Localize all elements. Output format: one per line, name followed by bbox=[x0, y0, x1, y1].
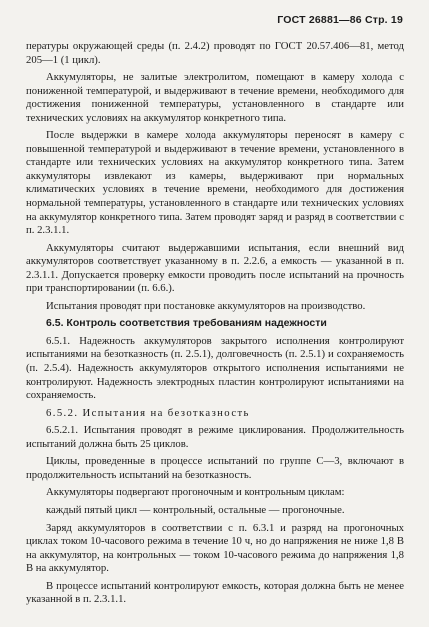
paragraph: каждый пятый цикл — контрольный, остальные — прогоночные. bbox=[46, 503, 345, 516]
paragraph: Циклы, проведенные в процессе испытаний по группе С—3, включают в продолжительность испытаний на безотказность. bbox=[26, 455, 404, 481]
paragraph: пературы окружающей среды (п. 2.4.2) проводят по ГОСТ 20.57.406—81, метод 205—1 (1 цикл). bbox=[26, 40, 404, 66]
page-header: ГОСТ 26881—86 Стр. 19 bbox=[277, 14, 403, 26]
page-body bbox=[26, 40, 404, 611]
paragraph: В процессе испытаний контролируют емкость, которая должна быть не менее указанной в п. 2.3.1.1. bbox=[26, 579, 404, 606]
paragraph: 6.5.2.1. Испытания проводят в режиме циклирования. Продолжительность испытаний должна быть 25 циклов. bbox=[26, 424, 404, 450]
paragraph: Испытания проводят при постановке аккумуляторов на производство. bbox=[46, 299, 366, 312]
section-heading: 6.5. Контроль соответствия требованиям надежности bbox=[46, 317, 327, 330]
paragraph: Заряд аккумуляторов в соответствии с п. 6.3.1 и разряд на прогоночных циклах током 10-часового режима в течение 10 ч, но до напряжения не ниже 1,8 В на аккумулятор, на контрольных — током 10-часового режима до напряжения 1,8 В на аккумулятор. bbox=[26, 521, 404, 575]
paragraph: Аккумуляторы подвергают прогоночным и контрольным циклам: bbox=[46, 486, 345, 499]
paragraph: Аккумуляторы считают выдержавшими испытания, если внешний вид аккумуляторов соответствует указанному в п. 2.2.6, а емкость — указанной в п. 2.3.1.1. Допускается проверку емкости проводить после испытаний на прочность при транспортировании (п. 6.6.). bbox=[26, 241, 404, 295]
paragraph: 6.5.1. Надежность аккумуляторов закрытого исполнения контролируют испытаниями на безотказность (п. 2.5.1), долговечность (п. 2.5.1) и сохраняемость (п. 2.5.4). Надежность аккумуляторов открытого исполнения испытаниями не контролируют. Надежность электродных пластин контролируют испытаниями на сохраняемость. bbox=[26, 334, 404, 402]
paragraph: Аккумуляторы, не залитые электролитом, помещают в камеру холода с пониженной температурой, и выдерживают в течение времени, необходимого для достижения пониженной температуры, установленного в стандарте или технических условиях на аккумулятор конкретного типа. bbox=[26, 71, 404, 124]
subsection-heading: 6.5.2. Испытания на безотказность bbox=[46, 406, 250, 419]
paragraph: После выдержки в камере холода аккумуляторы переносят в камеру с повышенной температурой и выдерживают в течение времени, установленного в стандарте или технических условиях на аккумулятор конкретного типа. Затем аккумуляторы извлекают из камеры, выдерживают при нормальных климатических условиях в течение времени, необходимого для достижения нормальной температуры, установленного в стандарте или технических условиях на аккумулятор конкретного типа. Затем проводят заряд и разряд в соответствии с п. 2.3.1.1. bbox=[26, 129, 404, 237]
